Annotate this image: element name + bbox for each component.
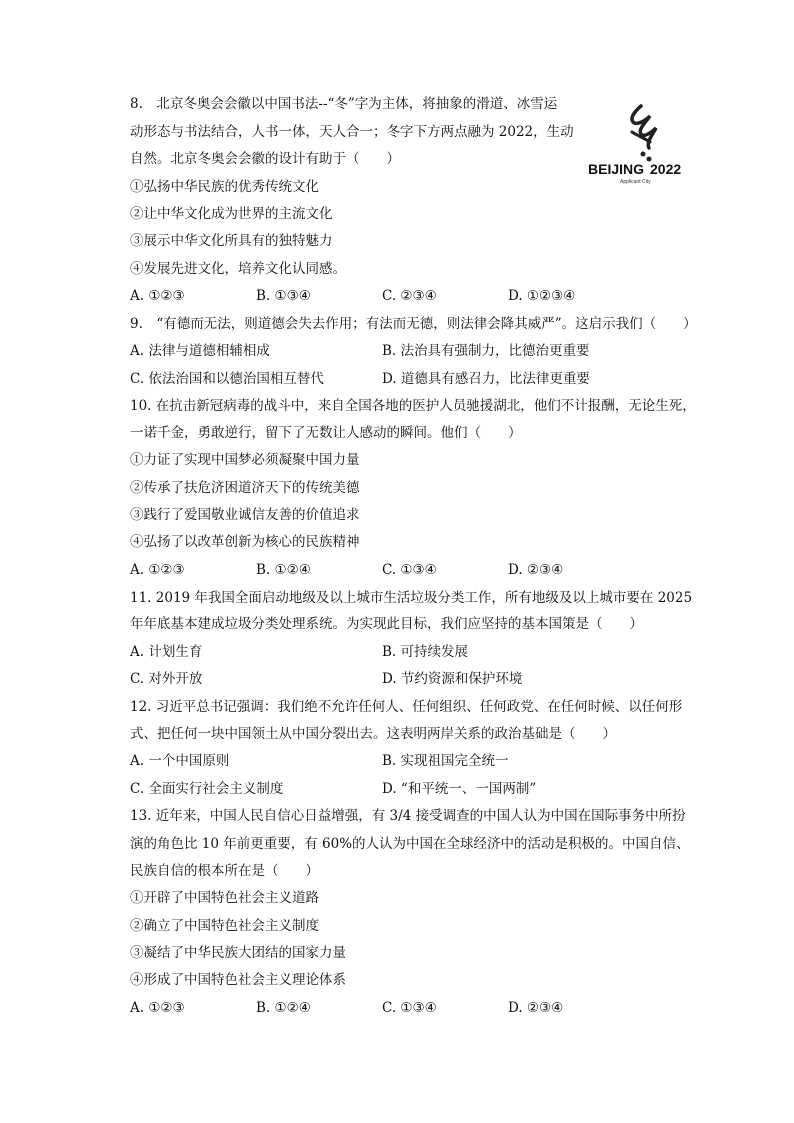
logo-subtitle: Applicant City <box>620 179 651 185</box>
q9-option-d[interactable]: D. 道德具有感召力，比法律更重要 <box>382 371 590 387</box>
q13-option-c[interactable]: C. ①③④ <box>382 1000 437 1016</box>
q10-item-2: ②传承了扶危济困道济天下的传统美德 <box>130 480 360 496</box>
q8-stem-line-2: 动形态与书法结合，人书一体，天人合一；冬字下方两点融为 2022，生动 <box>130 124 574 140</box>
q9-stem-line-1: 9. “有德而无法，则道德会失去作用；有法而无德，则法律会降其威严”。这启示我们（ ） <box>130 316 697 332</box>
q13-item-3: ③凝结了中华民族大团结的国家力量 <box>130 945 346 961</box>
q12-option-b[interactable]: B. 实现祖国完全统一 <box>382 753 509 769</box>
logo-wordmark-left: BEIJING <box>588 161 645 177</box>
q10-option-a[interactable]: A. ①②③ <box>130 562 185 578</box>
q8-option-c[interactable]: C. ②③④ <box>382 288 437 304</box>
q12-stem-line-1: 12. 习近平总书记强调：我们绝不允许任何人、任何组织、任何政党、在任何时候、以任何形 <box>130 699 683 715</box>
q11-stem-line-2: 年年底基本建成垃圾分类处理系统。为实现此目标，我们应坚持的基本国策是（ ） <box>130 616 643 632</box>
q13-stem-line-2: 演的角色比 10 年前更重要，有 60%的人认为中国在全球经济中的活动是积极的。中国自信、 <box>130 836 690 852</box>
q13-option-b[interactable]: B. ①②④ <box>256 1000 311 1016</box>
q9-option-a[interactable]: A. 法律与道德相辅相成 <box>130 343 270 359</box>
q11-option-c[interactable]: C. 对外开放 <box>130 671 203 687</box>
q12-option-c[interactable]: C. 全面实行社会主义制度 <box>130 781 284 797</box>
q9-option-b[interactable]: B. 法治具有强制力，比德治更重要 <box>382 343 590 359</box>
q12-option-a[interactable]: A. 一个中国原则 <box>130 753 230 769</box>
q8-option-b[interactable]: B. ①③④ <box>256 288 311 304</box>
q8-stem-line-1: 8. 北京冬奥会会徽以中国书法--“冬”字为主体，将抽象的滑道、冰雪运 <box>130 96 558 112</box>
q8-option-a[interactable]: A. ①②③ <box>130 288 185 304</box>
q12-option-d[interactable]: D. “和平统一、一国两制” <box>382 781 537 797</box>
q10-item-3: ③践行了爱国敬业诚信友善的价值追求 <box>130 507 360 523</box>
q10-stem-line-2: 一诺千金，勇敢逆行，留下了无数让人感动的瞬间。他们（ ） <box>130 425 522 441</box>
q13-item-1: ①开辟了中国特色社会主义道路 <box>130 890 319 906</box>
q10-item-1: ①力证了实现中国梦必须凝聚中国力量 <box>130 452 360 468</box>
q8-stem-line-3: 自然。北京冬奥会会徽的设计有助于（ ） <box>130 151 400 167</box>
q13-item-2: ②确立了中国特色社会主义制度 <box>130 918 319 934</box>
q11-option-d[interactable]: D. 节约资源和保护环境 <box>382 671 523 687</box>
q9-option-c[interactable]: C. 依法治国和以德治国相互替代 <box>130 371 324 387</box>
q11-option-b[interactable]: B. 可持续发展 <box>382 644 469 660</box>
q10-option-c[interactable]: C. ①③④ <box>382 562 437 578</box>
q13-option-a[interactable]: A. ①②③ <box>130 1000 185 1016</box>
q12-stem-line-2: 式、把任何一块中国领土从中国分裂出去。这表明两岸关系的政治基础是（ ） <box>130 726 616 742</box>
beijing-2022-logo <box>586 102 690 186</box>
q10-stem-line-1: 10. 在抗击新冠病毒的战斗中，来自全国各地的医护人员驰援湖北，他们不计报酬，无论生死， <box>130 398 696 414</box>
q11-option-a[interactable]: A. 计划生育 <box>130 644 203 660</box>
q13-option-d[interactable]: D. ②③④ <box>508 1000 564 1016</box>
q10-item-4: ④弘扬了以改革创新为核心的民族精神 <box>130 534 360 550</box>
q13-stem-line-1: 13. 近年来，中国人民自信心日益增强，有 3/4 接受调查的中国人认为中国在国际事务中所扮 <box>130 808 686 824</box>
q8-item-4: ④发展先进文化，培养文化认同感。 <box>130 261 346 277</box>
q13-stem-line-3: 民族自信的根本所在是（ ） <box>130 863 319 879</box>
q11-stem-line-1: 11. 2019 年我国全面启动地级及以上城市生活垃圾分类工作，所有地级及以上城市要在 2025 <box>130 590 693 606</box>
q8-item-2: ②让中华文化成为世界的主流文化 <box>130 206 333 222</box>
q10-option-d[interactable]: D. ②③④ <box>508 562 564 578</box>
q8-item-1: ①弘扬中华民族的优秀传统文化 <box>130 179 319 195</box>
q10-option-b[interactable]: B. ①②④ <box>256 562 311 578</box>
q8-item-3: ③展示中华文化所具有的独特魅力 <box>130 233 333 249</box>
logo-wordmark-right: 2022 <box>650 161 682 177</box>
q8-option-d[interactable]: D. ①②③④ <box>508 288 576 304</box>
q13-item-4: ④形成了中国特色社会主义理论体系 <box>130 972 346 988</box>
